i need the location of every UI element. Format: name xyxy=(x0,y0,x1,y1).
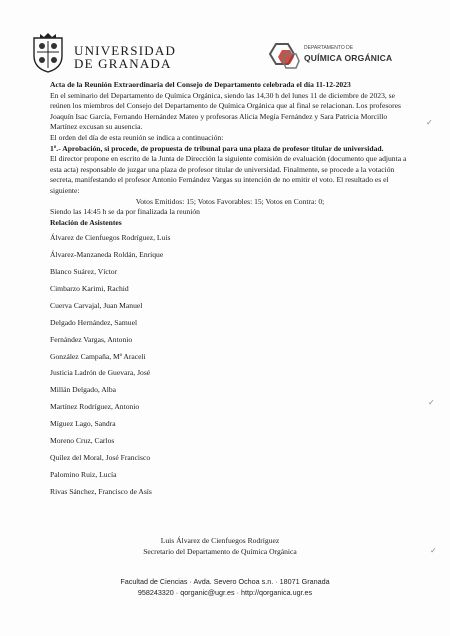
agenda-item: 1º.- Aprobación, si procede, de propuesta de tribunal para una plaza de profesor titular de universidad. xyxy=(50,143,384,153)
footer-address: Facultad de Ciencias · Avda. Severo Ochoa s.n. · 18071 Granada xyxy=(120,577,330,586)
signature-block xyxy=(100,536,340,557)
attendee-item: Rivas Sánchez, Francisco de Asís xyxy=(50,486,152,496)
minutes-body xyxy=(50,80,410,501)
department-name: QUÍMICA ORGÁNICA xyxy=(304,53,393,63)
attendee-item: Delgado Hernández, Samuel xyxy=(50,317,138,327)
scan-mark: ✓ xyxy=(426,118,433,127)
attendee-item: Justicia Ladrón de Guevara, José xyxy=(50,368,151,378)
closing-line: Siendo las 14:45 h se da por finalizada la reunión xyxy=(50,207,200,217)
department-subtitle: DEPARTAMENTO DE xyxy=(304,45,354,51)
vote-result: Votos Emitidos: 15; Votos Favorables: 15; Votos en Contra: 0; xyxy=(135,196,325,206)
university-name xyxy=(74,44,176,70)
department-logo xyxy=(268,42,403,72)
attendee-item: Álvarez de Cienfuegos Rodríguez, Luis xyxy=(50,233,171,243)
attendee-item: Cimbarzo Karimi, Rachid xyxy=(50,283,129,293)
university-name-line1: UNIVERSIDAD xyxy=(74,43,177,58)
scan-mark: ✓ xyxy=(428,398,435,407)
attendee-item: González Campaña, Mª Araceli xyxy=(50,351,146,361)
signature-name: Luis Álvarez de Cienfuegos Rodríguez xyxy=(160,536,280,545)
attendee-item: Palomino Ruiz, Lucía xyxy=(50,469,117,479)
university-crest-icon xyxy=(28,32,68,74)
minutes-paragraph: El director propone en escrito de la Junta de Dirección la siguiente comisión de evaluación (documento que adjunta a esta acta) responsable de juzgar una plaza de profesor titular de universidad. Finalmente, se procede a la votación secreta, manifestando el profesor Antonio Fernández Vargas su intención de no emitir el voto. El resultado es el siguiente: xyxy=(50,154,407,195)
university-name-line2: DE GRANADA xyxy=(74,56,172,71)
attendee-item: Blanco Suárez, Víctor xyxy=(50,267,118,277)
attendee-item: Millán Delgado, Alba xyxy=(50,385,117,395)
attendee-item: Cuerva Carvajal, Juan Manuel xyxy=(50,300,143,310)
attendance-list xyxy=(50,230,410,500)
attendee-item: Fernández Vargas, Antonio xyxy=(50,334,133,344)
attendee-item: Moreno Cruz, Carlos xyxy=(50,436,115,445)
signature-role: Secretario del Departamento de Química Orgánica xyxy=(143,546,297,556)
department-logo-icon xyxy=(268,42,300,70)
attendee-item: Álvarez-Manzaneda Roldán, Enrique xyxy=(50,250,164,260)
scan-mark: ✓ xyxy=(430,546,437,555)
attendee-item: Quílez del Moral, José Francisco xyxy=(50,452,151,462)
order-of-day-note: El orden del día de esta reunión se indica a continuación: xyxy=(50,132,224,142)
minutes-heading: Acta de la Reunión Extraordinaria del Consejo de Departamento celebrada el día 11-12-2023 xyxy=(50,80,351,89)
attendee-item: Míguez Lago, Sandra xyxy=(50,419,116,429)
attendance-title: Relación de Asistentes xyxy=(50,217,122,227)
footer-contact: 958243320 · qorganic@ugr.es · http://qorganica.ugr.es xyxy=(137,588,313,597)
page-footer xyxy=(80,576,370,598)
attendee-item: Martínez Rodríguez, Antonio xyxy=(50,402,140,412)
minutes-intro: En el seminario del Departamento de Química Orgánica, siendo las 14,30 h del lunes 11 de diciembre de 2023, se reúnen los miembros del Consejo del Departamento de Química Orgánica que al final se relacionan. Los profesores Joaquín Isac García, Fernando Hernández Mateo y profesoras Alicia Megía Fernández y Sara Patricia Morcillo Martínez excusan su ausencia. xyxy=(50,90,401,132)
